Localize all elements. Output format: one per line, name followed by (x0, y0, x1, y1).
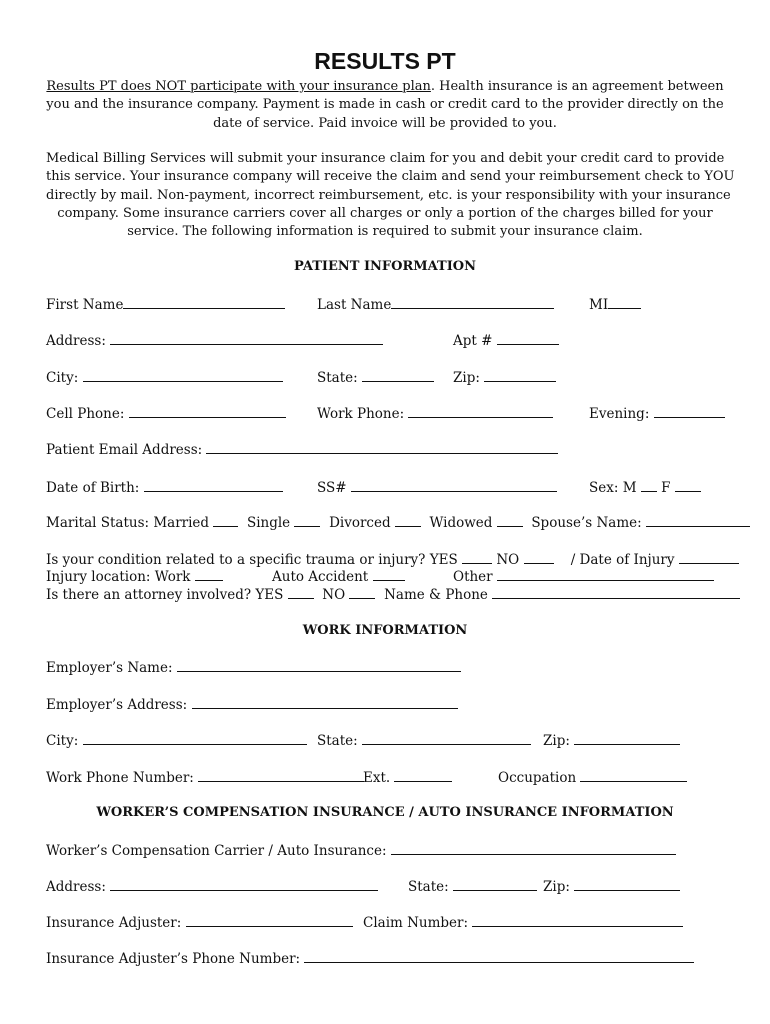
sex-field[interactable]: Sex: M F (589, 479, 701, 496)
work-phone-number-field[interactable]: Work Phone Number: (46, 769, 364, 786)
date-of-birth-field[interactable]: Date of Birth: (46, 479, 283, 496)
section-heading-insurance: WORKER’S COMPENSATION INSURANCE / AUTO INSURANCE INFORMATION (96, 805, 674, 820)
injury-location-auto[interactable]: Auto Accident (272, 568, 405, 585)
cell-phone-field[interactable]: Cell Phone: (46, 405, 286, 422)
insurance-adjuster-field[interactable]: Insurance Adjuster: (46, 914, 353, 931)
billing-paragraph: Medical Billing Services will submit your insurance claim for you and debit your credit card to provide this service. Your insurance company will receive the claim and send your reimbursement check to YOU directly by mail. Non-payment, incorrect reimbursement, etc. is your responsibility with your insurance company. Some insurance carriers cover all charges or only a portion of the charges billed for your service. The following information is required to submit your insurance claim. (46, 151, 735, 240)
non-participation-notice: Results PT does NOT participate with your insurance plan (46, 79, 431, 94)
patient-email-field[interactable]: Patient Email Address: (46, 441, 558, 458)
marital-status-field[interactable]: Marital Status: Married Single Divorced Widowed Spouse’s Name: (46, 514, 750, 531)
work-city-field[interactable]: City: (46, 732, 307, 749)
address-field[interactable]: Address: (46, 332, 383, 349)
occupation-field[interactable]: Occupation (498, 769, 687, 786)
section-heading-patient: PATIENT INFORMATION (294, 259, 476, 274)
work-state-field[interactable]: State: (317, 732, 531, 749)
zip-field[interactable]: Zip: (453, 369, 556, 386)
adjuster-phone-field[interactable]: Insurance Adjuster’s Phone Number: (46, 950, 694, 967)
employer-address-field[interactable]: Employer’s Address: (46, 696, 458, 713)
city-field[interactable]: City: (46, 369, 283, 386)
page-title: RESULTS PT (314, 48, 456, 74)
apt-field[interactable]: Apt # (453, 332, 559, 349)
injury-location-other[interactable]: Other (453, 568, 714, 585)
last-name-field[interactable]: Last Name (317, 296, 554, 313)
ext-field[interactable]: Ext. (363, 769, 452, 786)
insurance-zip-field[interactable]: Zip: (543, 878, 680, 895)
ss-number-field[interactable]: SS# (317, 479, 557, 496)
section-heading-work: WORK INFORMATION (302, 623, 468, 638)
state-field[interactable]: State: (317, 369, 434, 386)
first-name-field[interactable]: First Name (46, 296, 285, 313)
work-zip-field[interactable]: Zip: (543, 732, 680, 749)
employer-name-field[interactable]: Employer’s Name: (46, 659, 461, 676)
trauma-question[interactable]: Is your condition related to a specific trauma or injury? YES NO / Date of Injury (46, 551, 739, 568)
injury-location-work[interactable]: Injury location: Work (46, 568, 223, 585)
evening-phone-field[interactable]: Evening: (589, 405, 725, 422)
insurance-address-field[interactable]: Address: (46, 878, 378, 895)
insurance-state-field[interactable]: State: (408, 878, 537, 895)
mi-field[interactable]: MI (589, 296, 641, 313)
work-phone-field[interactable]: Work Phone: (317, 405, 553, 422)
attorney-question[interactable]: Is there an attorney involved? YES NO Name & Phone (46, 586, 740, 603)
insurance-carrier-field[interactable]: Worker’s Compensation Carrier / Auto Insurance: (46, 842, 676, 859)
claim-number-field[interactable]: Claim Number: (363, 914, 683, 931)
intro-paragraph: Results PT does NOT participate with your insurance plan. Health insurance is an agreement between you and the insurance company. Payment is made in cash or credit card to the provider directly on the date of service. Paid invoice will be provided to you. (46, 79, 724, 131)
